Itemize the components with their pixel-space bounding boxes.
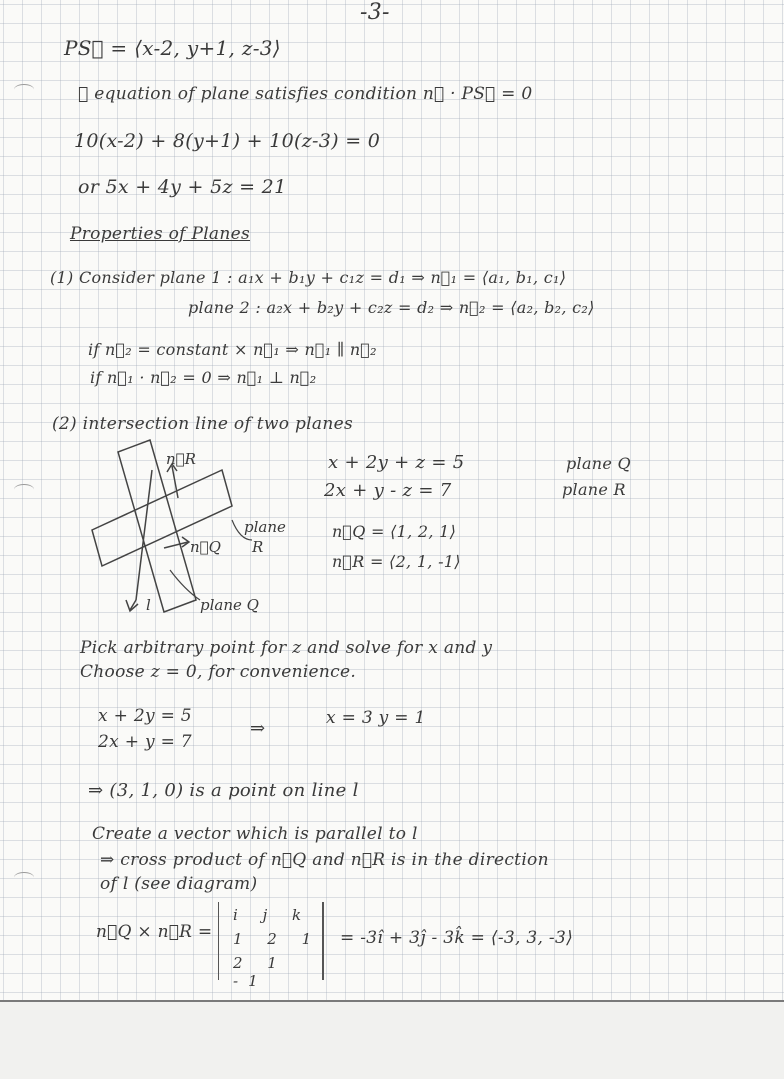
plane-q-label: plane Q — [566, 454, 631, 473]
plane-equation-line: or 5x + 4y + 5z = 21 — [78, 176, 287, 198]
vector-ps-line: PS⃗ = ⟨x-2, y+1, z-3⟩ — [64, 36, 281, 60]
diagram-label-nr: n⃗R — [166, 450, 196, 468]
pick-point-text: Pick arbitrary point for z and solve for x and y — [80, 638, 493, 658]
determinant-outer-bar — [316, 902, 323, 980]
normal-q-vector: n⃗Q = ⟨1, 2, 1⟩ — [332, 522, 457, 541]
plane-r-equation: 2x + y - z = 7 — [324, 480, 452, 501]
intersection-line — [136, 470, 152, 600]
diagram-label-r: R — [252, 538, 264, 556]
diagram-label-plane-r: plane — [244, 518, 286, 536]
diagram-label-plane-q: plane Q — [200, 596, 259, 614]
plane-q-pointer — [170, 570, 200, 600]
property1-plane1: (1) Consider plane 1 : a₁x + b₁y + c₁z = d₁ ⇒ n⃗₁ = ⟨a₁, b₁, c₁⟩ — [50, 268, 567, 287]
normal-r-vector: n⃗R = ⟨2, 1, -1⟩ — [332, 552, 461, 571]
determinant-row-2: 1 2 1 — [233, 930, 322, 948]
expanded-equation-line: 10(x-2) + 8(y+1) + 10(z-3) = 0 — [74, 130, 381, 152]
property2-title: (2) intersection line of two planes — [52, 414, 353, 434]
cross-product-result: = -3î + 3ĵ - 3k̂ = ⟨-3, 3, -3⟩ — [340, 928, 574, 948]
section-heading: Properties of Planes — [70, 224, 251, 244]
system-solution: x = 3 y = 1 — [326, 708, 426, 728]
implies-arrow: ⇒ — [250, 718, 266, 739]
property1-plane2: plane 2 : a₂x + b₂y + c₂z = d₂ ⇒ n⃗₂ = ⟨a₂, b₂, c₂⟩ — [188, 298, 595, 317]
determinant-matrix — [218, 902, 324, 990]
diagram-label-l: l — [146, 596, 151, 614]
choose-z-text: Choose z = 0, for convenience. — [80, 662, 357, 682]
cross-intro-1: Create a vector which is parallel to l — [92, 824, 418, 844]
page-number: -3- — [360, 0, 390, 25]
system-equation-1: x + 2y = 5 — [98, 706, 192, 726]
diagram-label-nq: n⃗Q — [190, 538, 221, 556]
cross-intro-3: of l (see diagram) — [100, 874, 258, 894]
plane-r-label: plane R — [562, 480, 626, 499]
determinant-row-1: i j k — [233, 906, 312, 924]
property1-perpendicular: if n⃗₁ · n⃗₂ = 0 ⇒ n⃗₁ ⊥ n⃗₂ — [90, 368, 317, 387]
cross-product-lhs: n⃗Q × n⃗R = — [96, 922, 213, 942]
condition-line: ∴ equation of plane satisfies condition n⃗ · PS⃗ = 0 — [78, 84, 533, 104]
point-on-line: ⇒ (3, 1, 0) is a point on line l — [88, 780, 359, 801]
property1-parallel: if n⃗₂ = constant × n⃗₁ ⇒ n⃗₁ ∥ n⃗₂ — [88, 340, 377, 359]
determinant-row-3: 2 1 -1 — [233, 954, 287, 990]
system-equation-2: 2x + y = 7 — [98, 732, 192, 752]
cross-intro-2: ⇒ cross product of n⃗Q and n⃗R is in the direction — [100, 850, 549, 870]
plane-q-equation: x + 2y + z = 5 — [328, 452, 465, 473]
